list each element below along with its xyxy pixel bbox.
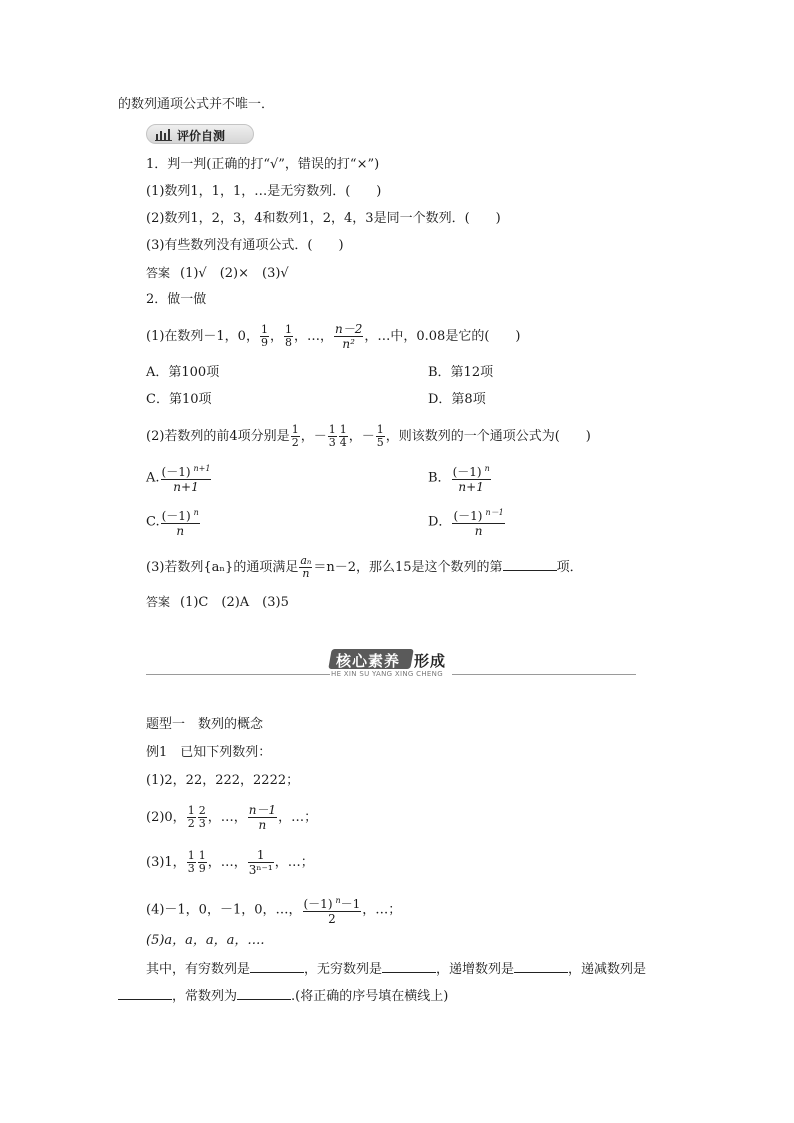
bar-chart-icon: [155, 128, 173, 141]
fraction: $\frac{(-1) ^n}{n}$: [161, 508, 199, 538]
q2-p2-option-a: A. $\frac{(-1) ^{n+1}}{n+1}$: [146, 464, 211, 494]
sequence-5: (5)a，a，a，a，….: [146, 933, 265, 948]
section-rule-left: [146, 674, 330, 675]
fraction: $\frac{(-1) ^{n+1}}{n+1}$: [161, 464, 211, 494]
q2-title: 2．做一做: [146, 292, 207, 307]
q1-item-2: (2)数列1，2，3，4和数列1，2，4，3是同一个数列．( ): [146, 211, 501, 226]
fraction: $\frac{1}{3}$: [328, 423, 336, 449]
topic-heading: 题型一 数列的概念: [146, 717, 264, 732]
q2-p2-option-c: C. $\frac{(-1) ^n}{n}$: [146, 508, 199, 538]
sequence-4: (4)－1，0，－1，0，…， $\frac{(-1) ^n-1}{2}$ ，…；: [146, 896, 402, 926]
answer-key: 答案: [146, 595, 171, 609]
fraction: $\frac{1}{\text{3ⁿ⁻¹}}$: [248, 848, 273, 877]
sequence-2: (2)0， $\frac{1}{2}$ $\frac{2}{3}$ ，…， $\frac{n-1}{n}$ ，…；: [146, 803, 318, 832]
question-line-2: ，常数列为 .(将正确的序号填在横线上): [118, 987, 448, 1005]
fraction: $\frac{1}{5}$: [376, 423, 384, 449]
answer-blank[interactable]: [514, 960, 568, 973]
fraction: $\frac{n-2}{\text{n²}}$: [335, 322, 363, 351]
section-header-sub: HE XIN SU YANG XING CHENG: [331, 670, 443, 678]
section-header-main: 核心素养: [336, 652, 401, 670]
section-header-suffix: 形成: [414, 652, 447, 670]
fraction: $\frac{2}{3}$: [198, 804, 206, 830]
badge-label: 评价自测: [177, 129, 226, 143]
fraction: $\frac{1}{2}$: [291, 423, 299, 449]
q2-p1-option-a: A．第100项: [146, 365, 220, 380]
q2-p1-option-b: B．第12项: [428, 365, 494, 380]
intro-line: 的数列通项公式并不唯一．: [118, 97, 275, 112]
q2-p2-option-d: D． $\frac{(-1) ^{n-1}}{n}$: [428, 508, 504, 538]
fraction: $\frac{1}{2}$: [187, 804, 195, 830]
answer-blank[interactable]: [237, 987, 291, 1000]
q2-part3: (3)若数列{aₙ}的通项满足 $\frac{\text{aₙ}}{n}$ ＝n－2，那么15是这个数列的第 项．: [146, 554, 583, 580]
q2-part2: (2)若数列的前4项分别是 $\frac{1}{2}$ ，－ $\frac{1}{3}$ $\frac{1}{4}$ ，－ $\frac{1}{5}$ ，则该数列的一个通项公式为( ): [146, 423, 591, 449]
answer-text: (1)C (2)A (3)5: [180, 595, 289, 610]
sequence-3: (3)1， $\frac{1}{3}$ $\frac{1}{9}$ ，…， $\frac{1}{\text{3ⁿ⁻¹}}$ ，…；: [146, 848, 314, 877]
answer-blank[interactable]: [250, 960, 304, 973]
self-test-badge: [146, 124, 254, 144]
q2-p1-option-d: D．第8项: [428, 392, 486, 407]
fraction: $\frac{1}{9}$: [198, 849, 206, 875]
q1-item-1: (1)数列1，1，1，…是无穷数列．( ): [146, 184, 382, 199]
q2-p1-option-c: C．第10项: [146, 392, 212, 407]
sequence-1: (1)2，22，222，2222；: [146, 773, 300, 788]
fraction: $\frac{1}{8}$: [284, 323, 292, 349]
q2-answer: [146, 594, 289, 611]
answer-blank[interactable]: [118, 987, 172, 1000]
fraction: $\frac{1}{4}$: [339, 423, 347, 449]
fraction: $\frac{1}{9}$: [260, 323, 268, 349]
q1-answer: [146, 265, 289, 282]
fraction: $\frac{1}{3}$: [187, 849, 195, 875]
answer-blank[interactable]: [503, 558, 557, 571]
fraction: $\frac{(-1) ^{n-1}}{n}$: [453, 508, 504, 538]
section-rule-right: [452, 674, 636, 675]
q1-item-3: (3)有些数列没有通项公式．( ): [146, 238, 344, 253]
question-line-1: 其中，有穷数列是 ，无穷数列是 ，递增数列是 ，递减数列是: [146, 962, 647, 977]
fraction: $\frac{n-1}{n}$: [248, 803, 277, 832]
fraction: $\frac{\text{aₙ}}{n}$: [300, 554, 312, 580]
answer-key: 答案: [146, 266, 171, 280]
fraction: $\frac{(-1) ^n}{n+1}$: [452, 464, 490, 494]
q2-part1: (1)在数列－1，0， $\frac{1}{9}$ ， $\frac{1}{8}$ ，…， $\frac{n-2}{\text{n²}}$ ，…中，0.08是它的( ): [146, 322, 521, 351]
answer-blank[interactable]: [382, 960, 436, 973]
answer-text: (1)√ (2)× (3)√: [180, 266, 289, 281]
q2-p2-option-b: B． $\frac{(-1) ^n}{n+1}$: [428, 464, 490, 494]
q1-title: 1．判一判(正确的打“√”，错误的打“×”): [146, 157, 380, 172]
fraction: $\frac{(-1) ^n-1}{2}$: [303, 896, 361, 926]
example-title: 例1 已知下列数列：: [146, 745, 272, 760]
